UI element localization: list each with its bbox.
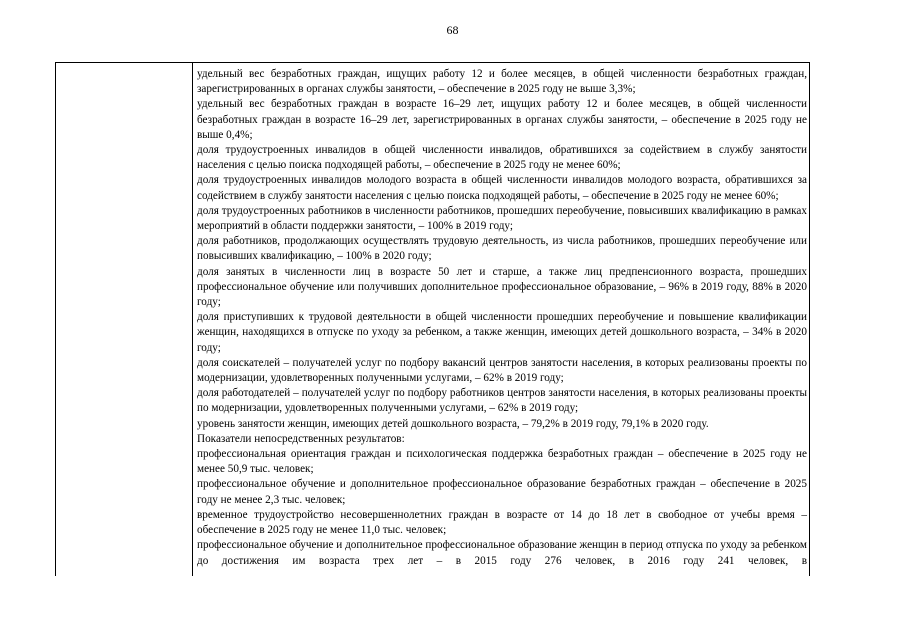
result-paragraph: профессиональное обучение и дополнительное профессиональное образование безработных граждан – обеспечение в 2025 году не менее 2,3 тыс. человек; <box>197 478 807 506</box>
table-left-column <box>56 63 193 576</box>
indicator-paragraph: доля занятых в численности лиц в возрасте 50 лет и старше, а также лиц предпенсионного возраста, прошедших профессиональное обучение или получивших дополнительное профессиональное образование, – 96% в 2019 году, 88% в 2020 году; <box>197 265 807 309</box>
indicator-paragraph: доля работодателей – получателей услуг по подбору работников центров занятости населения, в которых реализованы проекты по модернизации, удовлетворенных полученными услугами, – 62% в 2019 году; <box>197 387 807 415</box>
indicator-paragraph: доля соискателей – получателей услуг по подбору вакансий центров занятости населения, в которых реализованы проекты по модернизации, удовлетворенных полученными услугами, – 62% в 2019 году; <box>197 356 807 385</box>
indicator-paragraph: доля трудоустроенных работников в численности работников, прошедших переобучение, повысивших квалификацию в рамках мероприятий в области поддержки занятости, – 100% в 2019 году; <box>197 204 807 233</box>
indicator-paragraph: доля приступивших к трудовой деятельности в общей численности прошедших переобучение и повышение квалификации женщин, находящихся в отпуске по уходу за ребенком, а также женщин, имеющих детей дошкольного возраста, – 34% в 2020 году; <box>197 311 807 354</box>
indicator-paragraph: удельный вес безработных граждан в возрасте 16–29 лет, ищущих работу 12 и более месяцев, в общей численности безработных граждан в возрасте 16–29 лет, зарегистрированных в органах службы занятости, – обеспечение в 2025 году не выше 0,4%; <box>197 98 807 141</box>
page-number: 68 <box>446 23 459 37</box>
indicator-paragraph: удельный вес безработных граждан, ищущих работу 12 и более месяцев, в общей численности безработных граждан, зарегистрированных в органах службы занятости, – обеспечение в 2025 году не выше 3,3%; <box>197 68 807 96</box>
indicator-paragraph: уровень занятости женщин, имеющих детей дошкольного возраста, – 79,2% в 2019 году, 79,1% в 2020 году. <box>197 417 709 430</box>
section-heading: Показатели непосредственных результатов: <box>197 432 405 445</box>
result-paragraph: временное трудоустройство несовершеннолетних граждан в возрасте от 14 до 18 лет в свободное от учебы время – обеспечение в 2025 году не менее 11,0 тыс. человек; <box>197 508 807 537</box>
indicator-paragraph: доля работников, продолжающих осуществлять трудовую деятельность, из числа работников, прошедших переобучение или повысивших квалификацию, – 100% в 2020 году; <box>197 235 807 263</box>
result-paragraph: профессиональное обучение и дополнительное профессиональное образование женщин в период отпуска по уходу за ребенком до достижения им возраста трех лет – в 2015 году 276 человек, в 2016 году 241 человек, в <box>197 539 807 567</box>
indicator-paragraph: доля трудоустроенных инвалидов в общей численности инвалидов, обратившихся за содействием в службу занятости населения с целью поиска подходящей работы, – обеспечение в 2025 году не менее 60%; <box>197 144 807 172</box>
indicator-paragraph: доля трудоустроенных инвалидов молодого возраста в общей численности инвалидов молодого возраста, обратившихся за содействием в службу занятости населения с целью поиска подходящей работы, – обеспечение в 2025 году не менее 60%; <box>197 174 807 202</box>
result-paragraph: профессиональная ориентация граждан и психологическая поддержка безработных граждан – обеспечение в 2025 году не менее 50,9 тыс. человек; <box>197 448 807 476</box>
table-right-column <box>197 67 807 569</box>
document-table <box>55 62 810 576</box>
